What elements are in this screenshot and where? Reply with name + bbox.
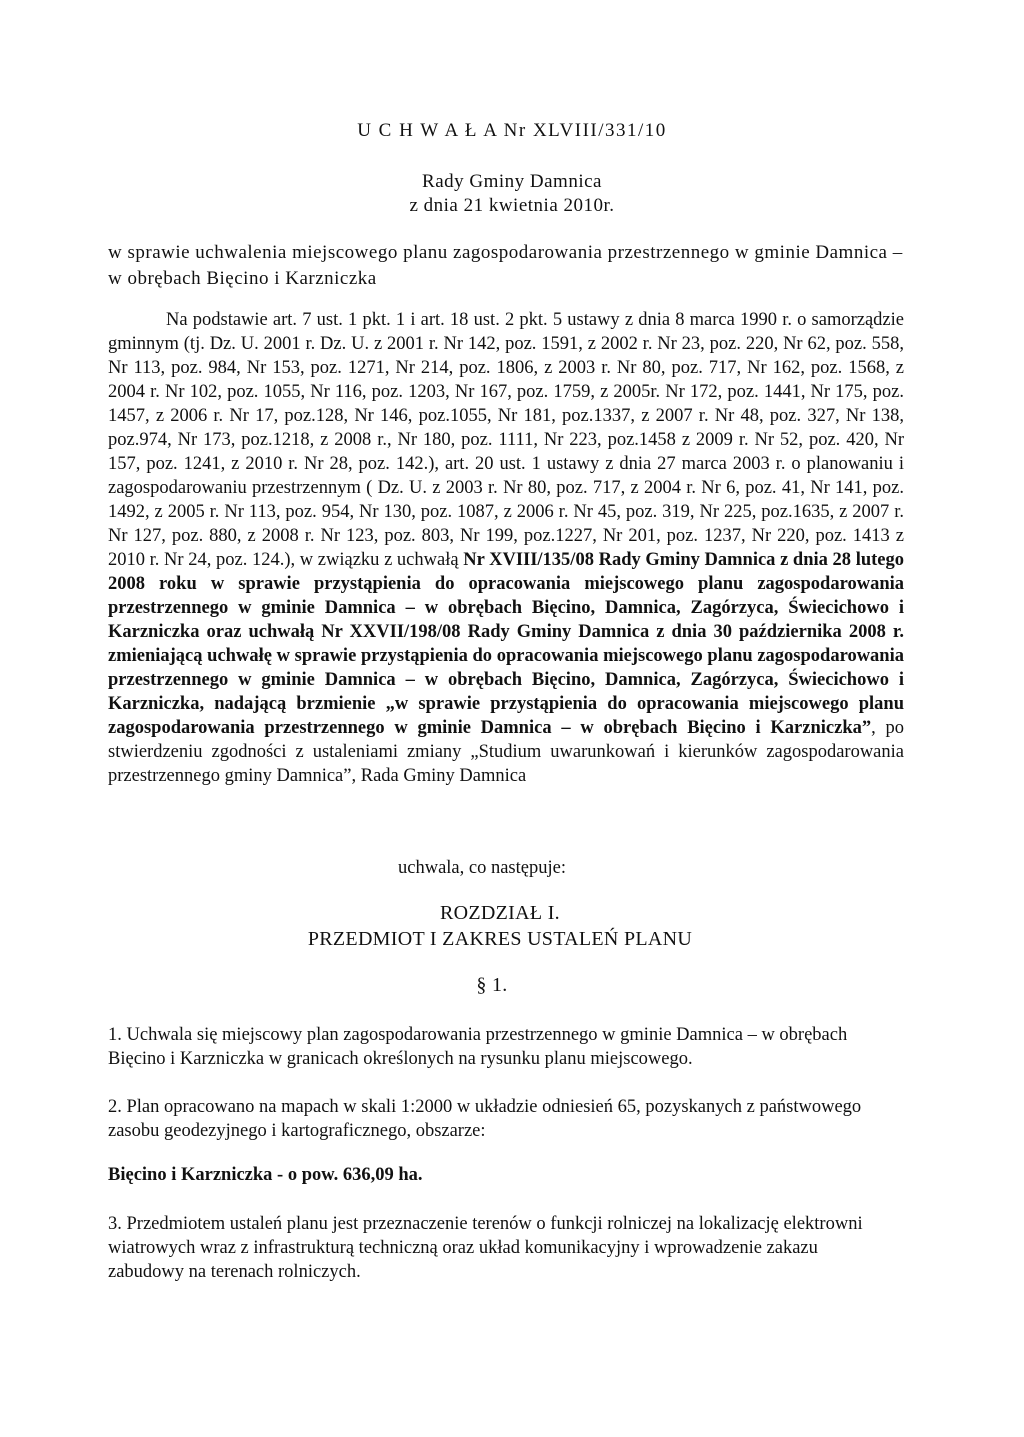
preamble-conclusion: , po stwierdzeniu zgodności z ustaleniami zmiany „Studium uwarunkowań i kierunków zagospodarowania przestrzennego gminy Damnica”, Rada Gminy Damnica <box>108 718 905 786</box>
chapter-number: ROZDZIAŁ I. <box>440 902 560 924</box>
section-item-3: 3. Przedmiotem ustaleń planu jest przeznaczenie terenów o funkcji rolniczej na lokalizację elektrowni wiatrowych wraz z infrastrukturą techniczną oraz układ komunikacyjny i wprowadzenie zakazu zabudowy na terenach rolniczych. <box>108 1214 863 1282</box>
section-mark: § 1. <box>476 974 508 996</box>
section-item-2: 2. Plan opracowano na mapach w skali 1:2000 w układzie odniesień 65, pozyskanych z państwowego zasobu geodezyjnego i kartograficznego, obszarze: <box>108 1097 862 1141</box>
resolution-subject: w sprawie uchwalenia miejscowego planu zagospodarowania przestrzennego w gminie Damnica – w obrębach Bięcino i Karzniczka <box>108 242 903 289</box>
resolution-title: U C H W A Ł A Nr XLVIII/331/10 <box>357 120 667 141</box>
plan-area <box>108 1163 898 1187</box>
plan-area-text: Bięcino i Karzniczka - o pow. 636,09 ha. <box>108 1165 423 1185</box>
preamble-legal-basis: Na podstawie art. 7 ust. 1 pkt. 1 i art. 18 ust. 2 pkt. 5 ustawy z dnia 8 marca 1990 r. o samorządzie gminnym (tj. Dz. U. 2001 r. Dz. U. z 2001 r. Nr 142, poz. 1591, z 2002 r. Nr 23, poz. 220, Nr 62, poz. 558, Nr 113, poz. 984, Nr 153, poz. 1271, Nr 214, poz. 1806, z 2003 r. Nr 80, poz. 717, Nr 162, poz. 1568, z 2004 r. Nr 102, poz. 1055, Nr 116, poz. 1203, Nr 167, poz. 1759, z 2005r. Nr 172, poz. 1441, Nr 175, poz. 1457, z 2006 r. Nr 17, poz.128, Nr 146, poz.1055, Nr 181, poz.1337, z 2007 r. Nr 48, poz. 327, Nr 138, poz.974, Nr 173, poz.1218, z 2008 r., Nr 180, poz. 1111, Nr 223, poz.1458 z 2009 r. Nr 52, poz. 420, Nr 157, poz. 1241, z 2010 r. Nr 28, poz. 142.), art. 20 ust. 1 ustawy z dnia 27 marca 2003 r. o planowaniu i zagospodarowaniu przestrzennym ( Dz. U. z 2003 r. Nr 80, poz. 717, z 2004 r. Nr 6, poz. 41, Nr 141, poz. 1492, z 2005 r. Nr 113, poz. 954, Nr 130, poz. 1087, z 2006 r. Nr 45, poz. 319, Nr 225, poz.1635, z 2007 r. Nr 127, poz. 880, z 2008 r. Nr 123, poz. 803, Nr 199, poz.1227, Nr 201, poz. 1237, Nr 220, poz. 1413 z 2010 r. Nr 24, poz. 124.), w związku z uchwałą <box>108 310 904 570</box>
chapter-title: PRZEDMIOT I ZAKRES USTALEŃ PLANU <box>307 928 693 950</box>
preamble-referenced-resolutions: Nr XVIII/135/08 Rady Gminy Damnica z dnia 28 lutego 2008 roku w sprawie przystąpienia do opracowania miejscowego planu zagospodarowania przestrzennego w gminie Damnica – w obrębach Bięcino, Damnica, Zagórzyca, Świecichowo i Karzniczka oraz uchwałą Nr XXVII/198/08 Rady Gminy Damnica z dnia 30 października 2008 r. zmieniającą uchwałę w sprawie przystąpienia do opracowania miejscowego planu zagospodarowania przestrzennego w gminie Damnica – w obrębach Bięcino, Damnica, Zagórzyca, Świecichowo i Karzniczka, nadającą brzmienie „w sprawie przystąpienia do opracowania miejscowego planu zagospodarowania przestrzennego w gminie Damnica – w obrębach Bięcino i Karzniczka” <box>108 550 904 738</box>
resolution-date: z dnia 21 kwietnia 2010r. <box>409 195 615 216</box>
council-name: Rady Gminy Damnica <box>422 171 602 192</box>
resolves-clause: uchwala, co następuje: <box>398 858 566 878</box>
section-item-1: 1. Uchwala się miejscowy plan zagospodarowania przestrzennego w gminie Damnica – w obrębach Bięcino i Karzniczka w granicach określonych na rysunku planu miejscowego. <box>108 1025 848 1069</box>
preamble-paragraph <box>108 308 904 788</box>
